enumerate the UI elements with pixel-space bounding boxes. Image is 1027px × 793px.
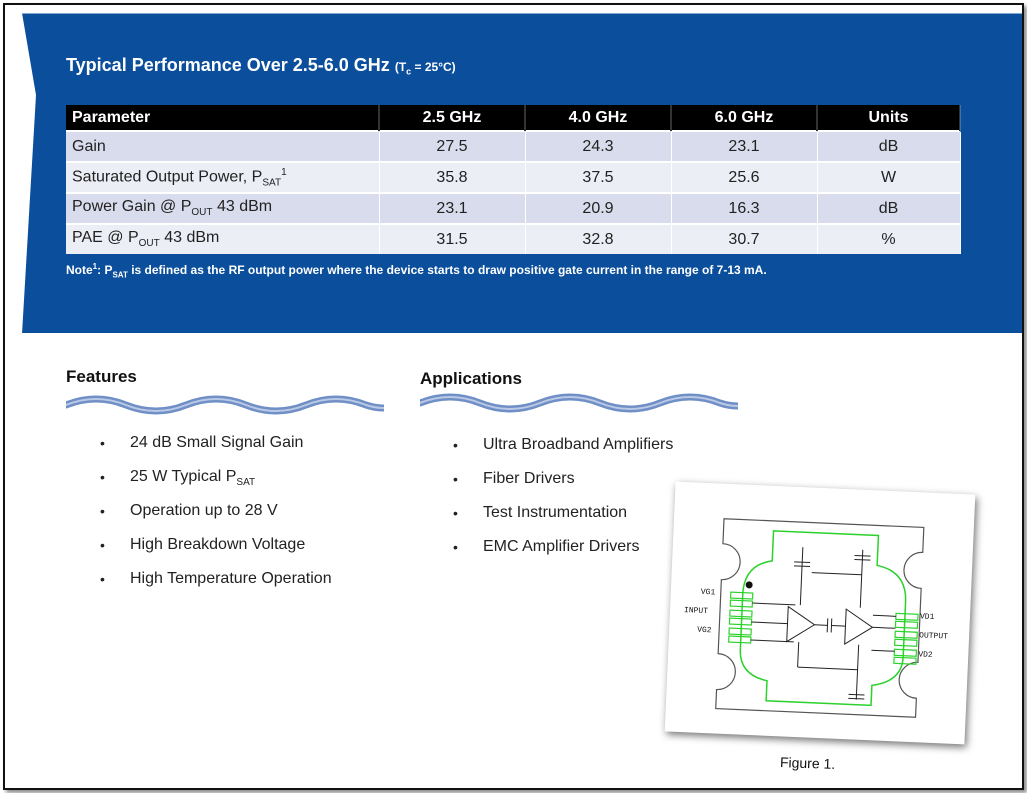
- pin-input-label: INPUT: [683, 606, 709, 617]
- list-item: [100, 467, 332, 501]
- value-cell: 35.8: [379, 162, 525, 193]
- param-text: PAE @ P: [72, 229, 139, 247]
- table-row: [66, 131, 960, 162]
- param-text: Saturated Output Power, P: [72, 168, 263, 186]
- list-item: [100, 501, 332, 535]
- param-cell: [66, 193, 379, 224]
- table-row: [66, 193, 960, 224]
- value-cell: 37.5: [525, 162, 671, 193]
- value-cell: 30.7: [671, 224, 817, 254]
- temperature-condition: [394, 60, 456, 77]
- figure-caption: Figure 1.: [779, 754, 836, 772]
- item-text: 25 W Typical P: [130, 468, 237, 485]
- pin-vd1-label: VD1: [919, 612, 935, 622]
- unit-cell: W: [817, 162, 960, 193]
- table-row: [66, 162, 960, 193]
- features-heading: Features: [66, 367, 137, 386]
- value-cell: 32.8: [525, 224, 671, 254]
- note-text: is defined as the RF output power where the device starts to draw positive gate current in the range of 7-13 mA.: [127, 263, 767, 277]
- param-text: Gain: [72, 137, 106, 155]
- pin-vg1-label: VG1: [700, 587, 716, 598]
- param-tail: 43 dBm: [212, 198, 273, 216]
- item-sub: SAT: [236, 477, 256, 489]
- value-cell: 31.5: [379, 224, 525, 254]
- param-cell: [66, 224, 379, 254]
- performance-title: [66, 55, 456, 76]
- param-tail: 43 dBm: [159, 229, 220, 247]
- datasheet-page: [3, 3, 1024, 790]
- table-row: [66, 224, 960, 254]
- item-text: High Temperature Operation: [130, 570, 332, 587]
- applications-wave-divider: [420, 392, 738, 414]
- value-cell: 20.9: [525, 193, 671, 224]
- title-text: Typical Performance Over 2.5-6.0 GHz: [66, 55, 390, 75]
- list-item: [100, 569, 332, 603]
- note-mid: : P: [97, 263, 113, 277]
- list-item: [100, 535, 332, 569]
- note-prefix: Note: [66, 263, 93, 277]
- condition-prefix: (T: [394, 60, 407, 74]
- param-cell: [66, 162, 379, 193]
- list-item: [100, 433, 332, 467]
- condition-suffix: = 25°C): [411, 60, 456, 74]
- table-header-row: [66, 105, 960, 131]
- unit-cell: %: [817, 224, 960, 254]
- item-text: 24 dB Small Signal Gain: [130, 434, 304, 451]
- applications-list: [453, 435, 673, 571]
- list-item: • EMC Amplifier Drivers: [453, 537, 673, 571]
- block-diagram: [665, 482, 976, 745]
- param-cell: [66, 131, 379, 162]
- param-text: Power Gain @ P: [72, 198, 192, 216]
- header-units: Units: [817, 105, 960, 131]
- unit-cell: dB: [817, 131, 960, 162]
- condition-sub: c: [406, 66, 412, 77]
- list-item: • Ultra Broadband Amplifiers: [453, 435, 673, 469]
- param-sub: SAT: [262, 177, 282, 189]
- pin-output-label: OUTPUT: [918, 631, 949, 642]
- performance-table: [66, 105, 961, 254]
- item-text: Operation up to 28 V: [130, 502, 278, 519]
- value-cell: 27.5: [379, 131, 525, 162]
- value-cell: 23.1: [379, 193, 525, 224]
- unit-cell: dB: [817, 193, 960, 224]
- param-sub: OUT: [138, 238, 160, 250]
- list-item: • Fiber Drivers: [453, 469, 673, 503]
- value-cell: 25.6: [671, 162, 817, 193]
- note-sub: SAT: [112, 270, 128, 280]
- performance-banner: [5, 5, 1022, 340]
- header-parameter: Parameter: [66, 105, 379, 131]
- pin-vd2-label: VD2: [918, 650, 933, 660]
- param-sub: OUT: [191, 207, 213, 219]
- value-cell: 23.1: [671, 131, 817, 162]
- value-cell: 16.3: [671, 193, 817, 224]
- block-diagram-figure: [665, 482, 976, 745]
- features-list: [100, 433, 332, 603]
- item-text: High Breakdown Voltage: [130, 536, 306, 553]
- header-6-0ghz: 6.0 GHz: [671, 105, 817, 131]
- features-wave-divider: [66, 394, 384, 416]
- footnote: [66, 262, 767, 279]
- list-item: • Test Instrumentation: [453, 503, 673, 537]
- param-sup: 1: [281, 166, 287, 178]
- applications-heading: Applications: [420, 369, 523, 388]
- pin-vg2-label: VG2: [696, 625, 712, 636]
- header-2-5ghz: 2.5 GHz: [379, 105, 525, 131]
- header-4-0ghz: 4.0 GHz: [525, 105, 671, 131]
- value-cell: 24.3: [525, 131, 671, 162]
- note-sup: 1: [92, 262, 98, 271]
